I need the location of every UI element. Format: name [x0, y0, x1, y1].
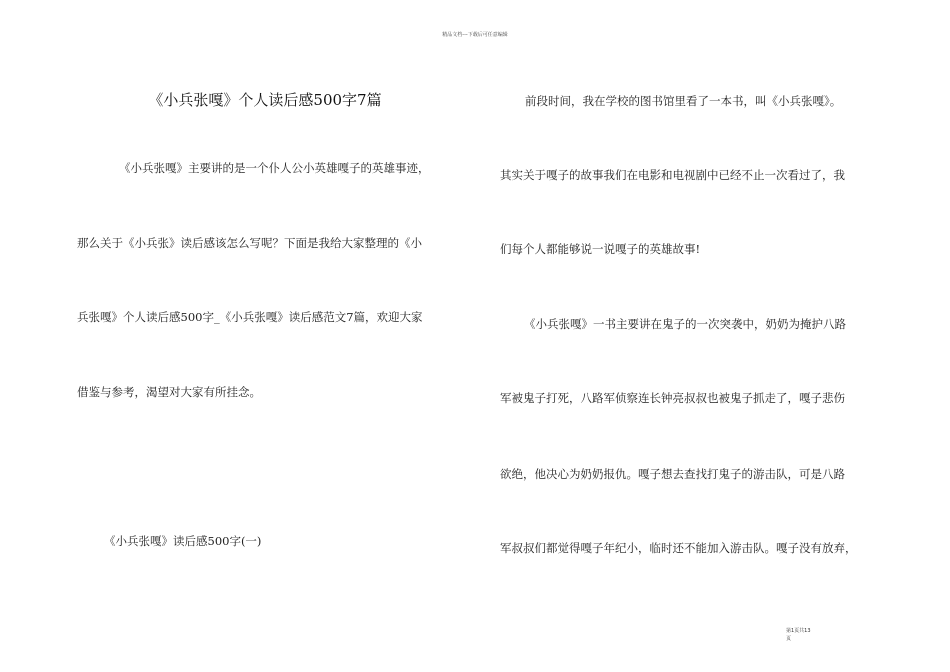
right-line-3: 们每个人都能够说一说嘎子的英雄故事!: [500, 242, 701, 256]
left-line-2: 那么关于《小兵张》读后感该怎么写呢？下面是我给大家整理的《小: [77, 236, 422, 250]
right-line-2: 其实关于嘎子的故事我们在电影和电视剧中已经不止一次看过了，我: [500, 168, 845, 182]
right-line-6: 欲绝，他决心为奶奶报仇。嘎子想去查找打鬼子的游击队，可是八路: [500, 467, 845, 481]
left-line-4: 借鉴与参考，渴望对大家有所挂念。: [77, 385, 261, 399]
right-line-5: 军被鬼子打死，八路军侦察连长钟亮叔叔也被鬼子抓走了，嘎子悲伤: [500, 391, 845, 405]
page-number: [786, 627, 826, 643]
page-header: 精品文档---下载后可任意编辑: [442, 32, 508, 38]
right-line-7: 军叔叔们都觉得嘎子年纪小，临时还不能加入游击队。嘎子没有放弃，: [500, 541, 857, 555]
left-line-3: 兵张嘎》个人读后感500字_《小兵张嘎》读后感范文7篇，欢迎大家: [77, 310, 423, 324]
right-line-1: 前段时间，我在学校的图书馆里看了一本书，叫《小兵张嘎》。: [525, 94, 842, 108]
page-number-line-2: 页: [786, 636, 792, 642]
right-line-4: 《小兵张嘎》一书主要讲在鬼子的一次突袭中，奶奶为掩护八路: [524, 317, 846, 331]
left-section-heading: 《小兵张嘎》读后感500字(一): [104, 534, 262, 548]
page-number-line-1: 第1页共13: [786, 628, 811, 634]
left-line-1: 《小兵张嘎》主要讲的是一个仆人公小英雄嘎子的英雄事迹，: [119, 161, 430, 175]
document-title: 《小兵张嘎》个人读后感500字7篇: [148, 91, 382, 109]
